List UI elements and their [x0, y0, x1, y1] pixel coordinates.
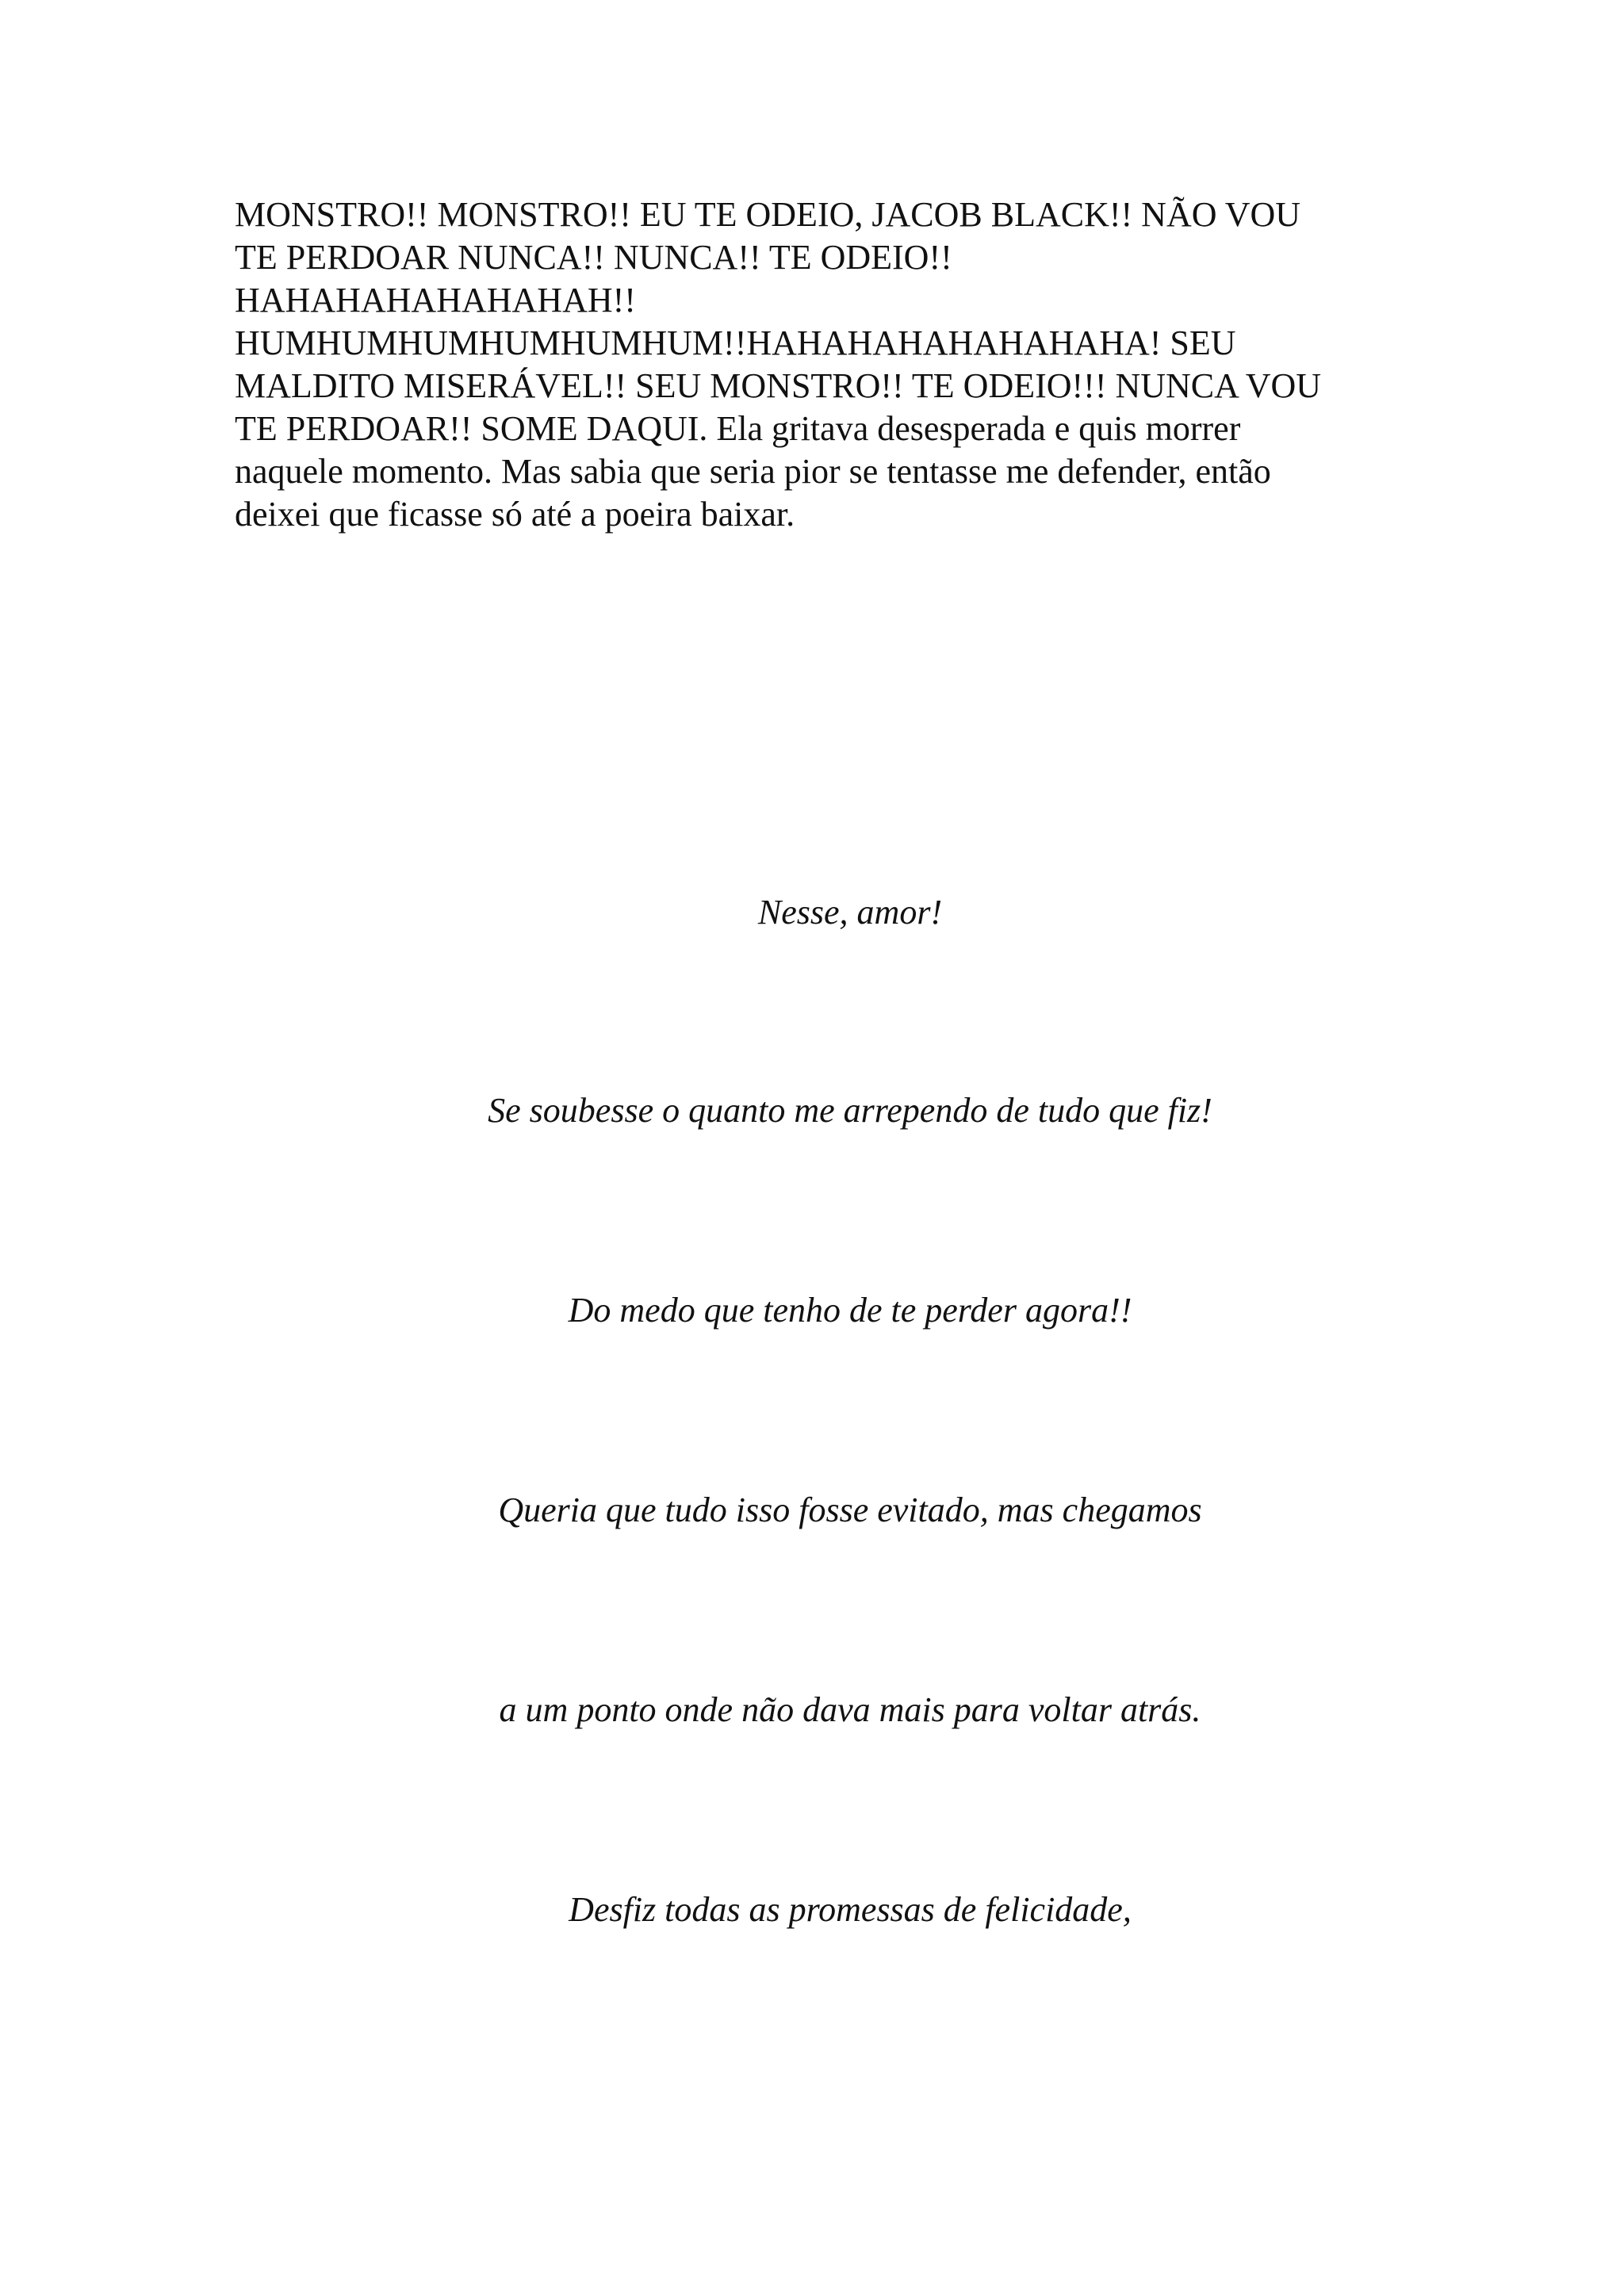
verse-line: Queria que tudo isso fosse evitado, mas chegamos: [498, 1490, 1202, 1529]
verse-line: Do medo que tenho de te perder agora!!: [568, 1291, 1132, 1330]
verse-line: Nesse, amor!: [757, 893, 943, 932]
prose-line: naquele momento. Mas sabia que seria pior se tentasse me defender, então: [235, 452, 1271, 491]
prose-line: HUMHUMHUMHUMHUMHUM!!HAHAHAHAHAHAHAHA! SEU: [235, 323, 1236, 362]
prose-paragraph: [235, 193, 1424, 536]
verse-line: Desfiz todas as promessas de felicidade,: [569, 1890, 1132, 1929]
prose-line: HAHAHAHAHAHAHAH!!: [235, 281, 636, 320]
verse-line: a um ponto onde não dava mais para voltar atrás.: [499, 1690, 1201, 1729]
prose-line: deixei que ficasse só até a poeira baixar.: [235, 495, 795, 534]
verse-line: Se soubesse o quanto me arrependo de tudo que fiz!: [488, 1091, 1212, 1130]
prose-line: TE PERDOAR NUNCA!! NUNCA!! TE ODEIO!!: [235, 238, 952, 277]
prose-line: MALDITO MISERÁVEL!! SEU MONSTRO!! TE ODEIO!!! NUNCA VOU: [235, 366, 1322, 405]
prose-line: TE PERDOAR!! SOME DAQUI. Ela gritava desesperada e quis morrer: [235, 409, 1241, 448]
prose-line: MONSTRO!! MONSTRO!! EU TE ODEIO, JACOB BLACK!! NÃO VOU: [235, 195, 1301, 234]
